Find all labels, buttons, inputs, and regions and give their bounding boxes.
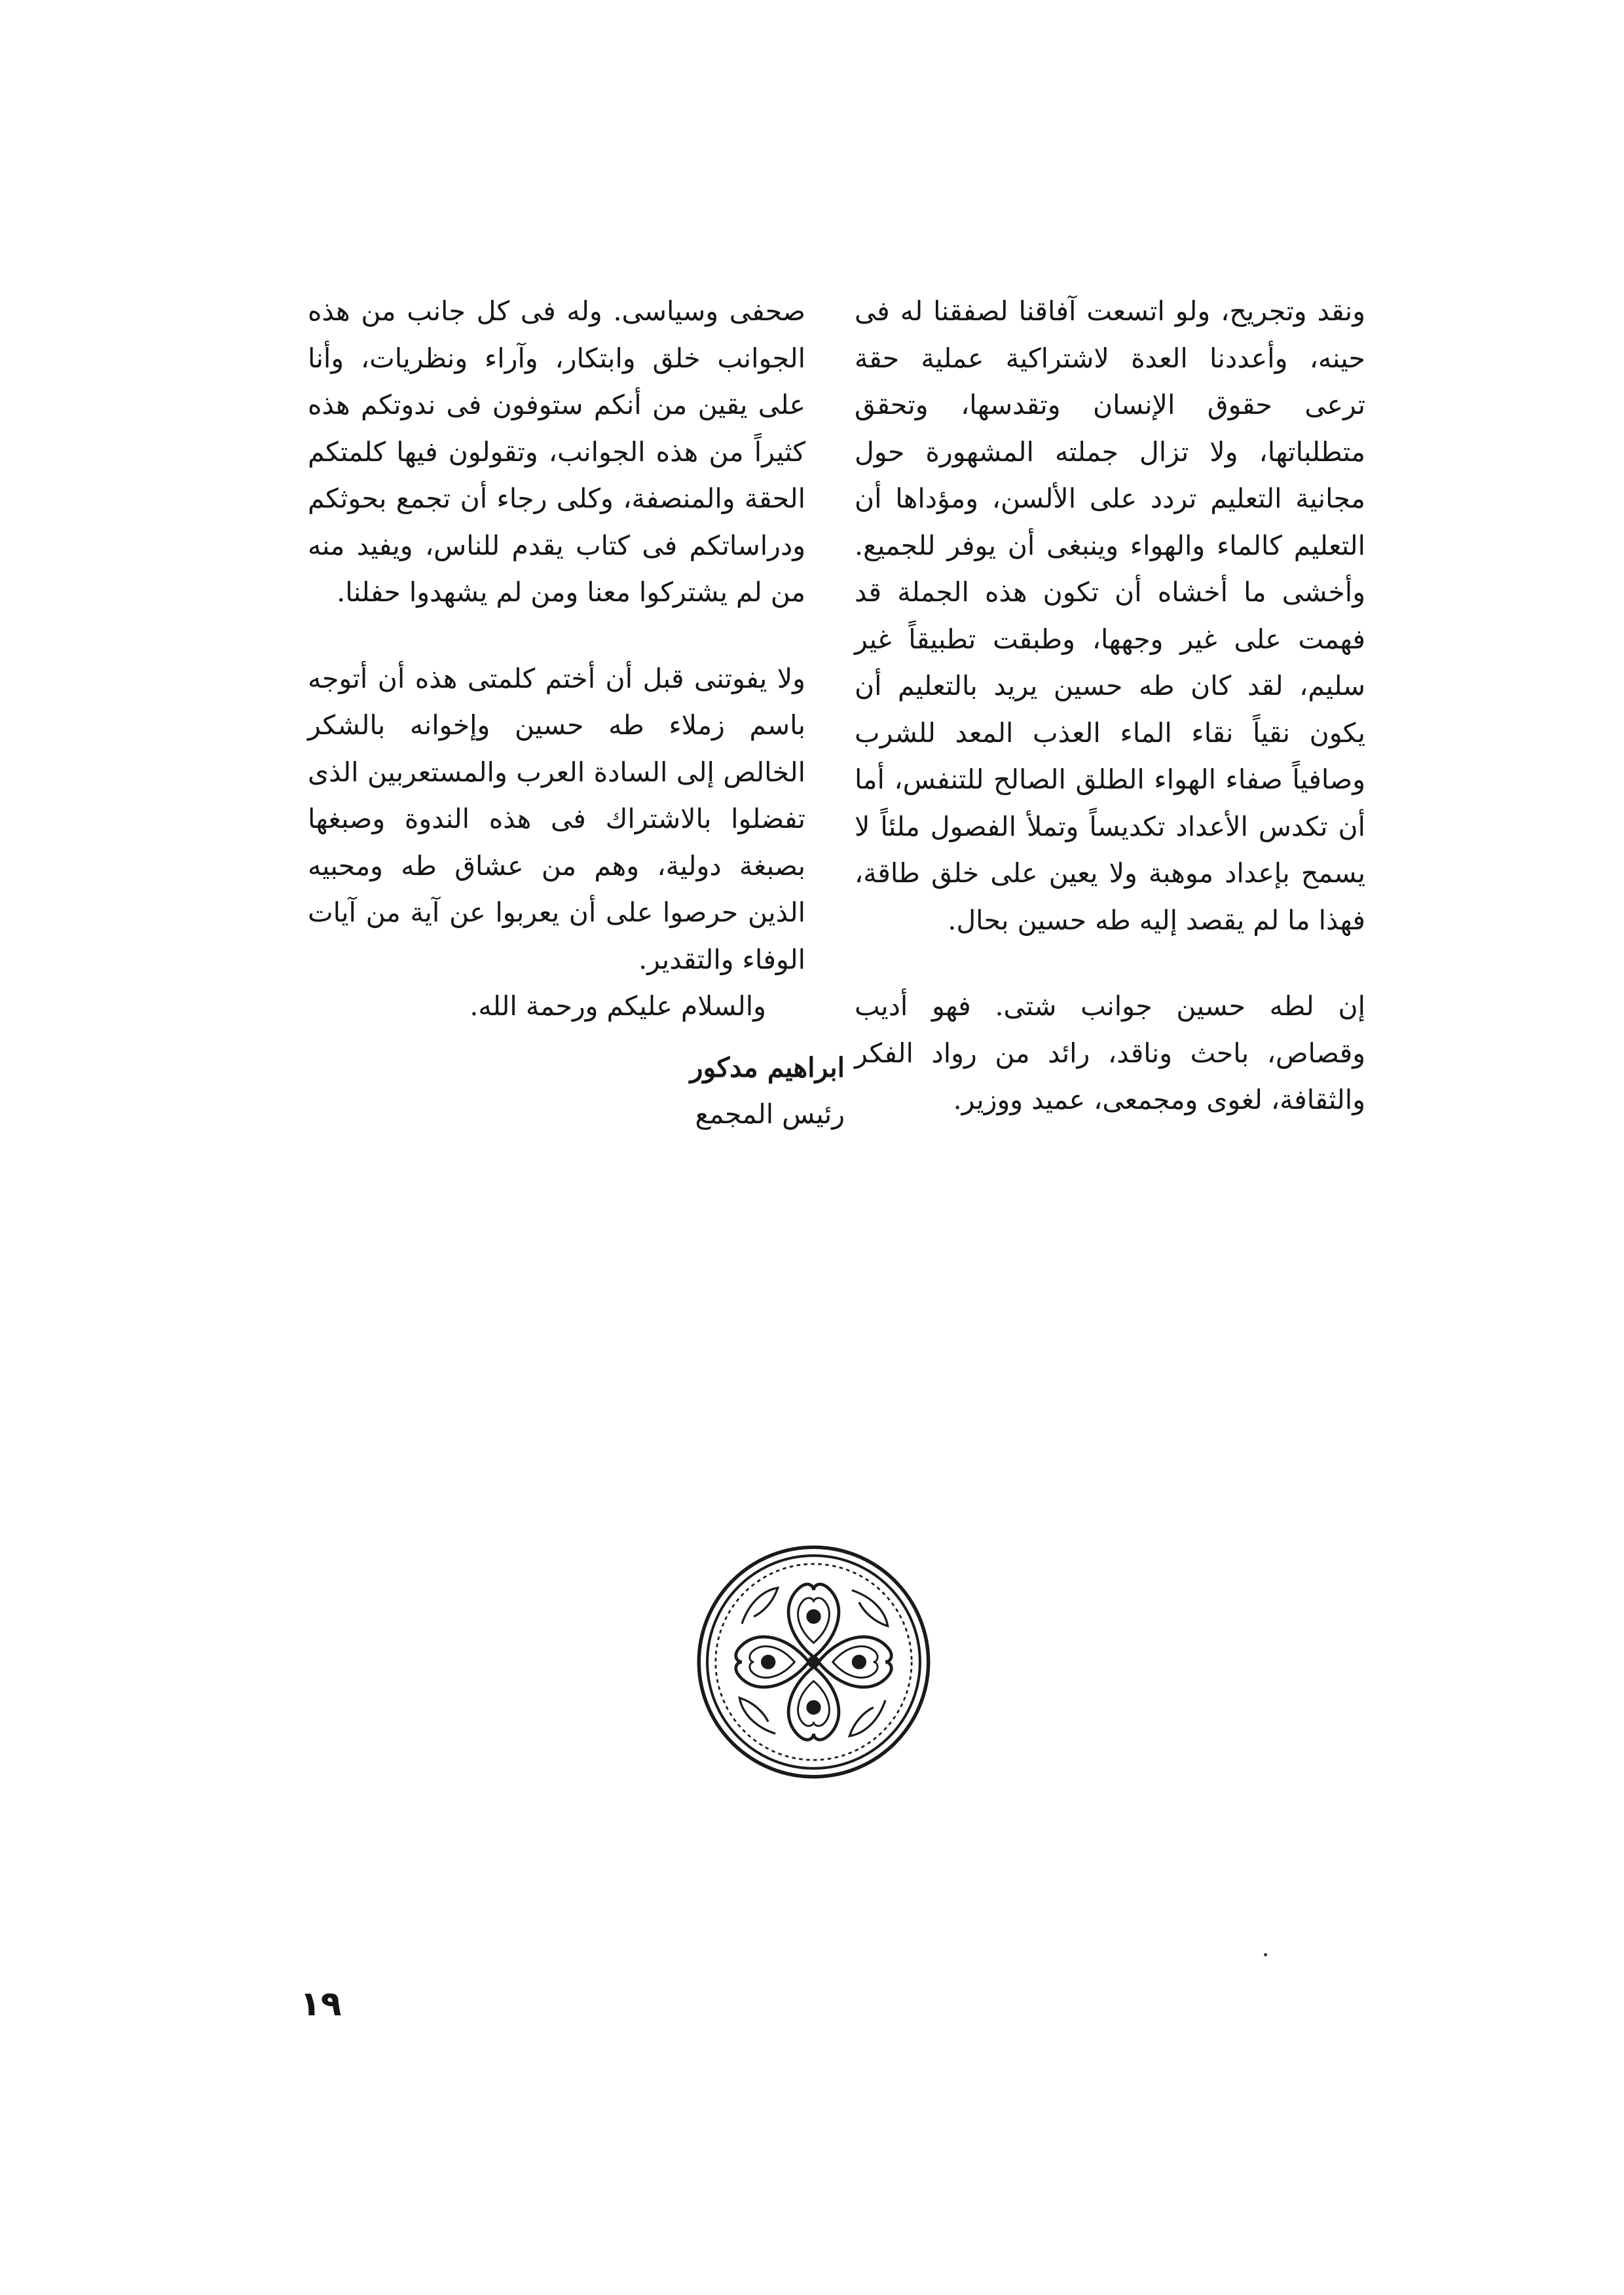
left-paragraph-1: صحفى وسياسى. وله فى كل جانب من هذه الجوانب خلق وابتكار، وآراء ونظريات، وأنا على يقين من أنكم ستوفون فى ندوتكم هذه كثيراً من هذه الجوانب، وتقولون فيها كلمتكم الحقة والمنصفة، وكلى رجاء أن تجمع بحوثكم ودراساتكم فى كتاب يقدم للناس، ويفيد منه من لم يشتركوا معنا ومن لم يشهدوا حفلنا. <box>308 295 805 608</box>
right-paragraph-2: إن لطه حسين جوانب شتى. فهو أديب وقصاص، باحث وناقد، رائد من رواد الفكر والثقافة، لغوى ومجمعى، عميد ووزير. <box>855 990 1365 1115</box>
signature-title: رئيس المجمع <box>695 1098 845 1130</box>
page-number: ١٩ <box>300 1985 342 2024</box>
closing-greeting: والسلام عليكم ورحمة الله. <box>470 990 766 1022</box>
right-paragraph-1: ونقد وتجريح، ولو اتسعت آفاقنا لصفقنا له فى حينه، وأعددنا العدة لاشتراكية عملية حقة ترعى حقوق الإنسان وتقدسها، وتحقق متطلباتها، ولا تزال جملته المشهورة حول مجانية التعليم تردد على الألسن، ومؤداها أن التعليم كالماء والهواء وينبغى أن يوفر للجميع. وأخشى ما أخشاه أن تكون هذه الجملة قد فهمت على غير وجهها، وطبقت تطبيقاً غير سليم، لقد كان طه حسين يريد بالتعليم أن يكون نقياً نقاء الماء العذب المعد للشرب وصافياً صفاء الهواء الطلق الصالح للتنفس، أما أن تكدس الأعداد تكديساً وتملأ الفصول ملئاً لا يسمح بإعداد موهبة ولا يعين على خلق طاقة، فهذا ما لم يقصد إليه طه حسين بحال. <box>855 295 1365 936</box>
left-column <box>308 288 845 1138</box>
signature-name: ابراهيم مدكور <box>690 1051 845 1083</box>
arabesque-medallion-icon <box>694 1542 933 1782</box>
right-column <box>855 288 1365 1124</box>
ink-speck <box>1264 1953 1267 1956</box>
left-paragraph-2: ولا يفوتنى قبل أن أختم كلمتى هذه أن أتوجه باسم زملاء طه حسين وإخوانه بالشكر الخالص إلى السادة العرب والمستعربين الذى تفضلوا بالاشتراك فى هذه الندوة وصبغها بصبغة دولية، وهم من عشاق طه ومحبيه الذين حرصوا على أن يعربوا عن آية من آيات الوفاء والتقدير. <box>308 662 805 975</box>
